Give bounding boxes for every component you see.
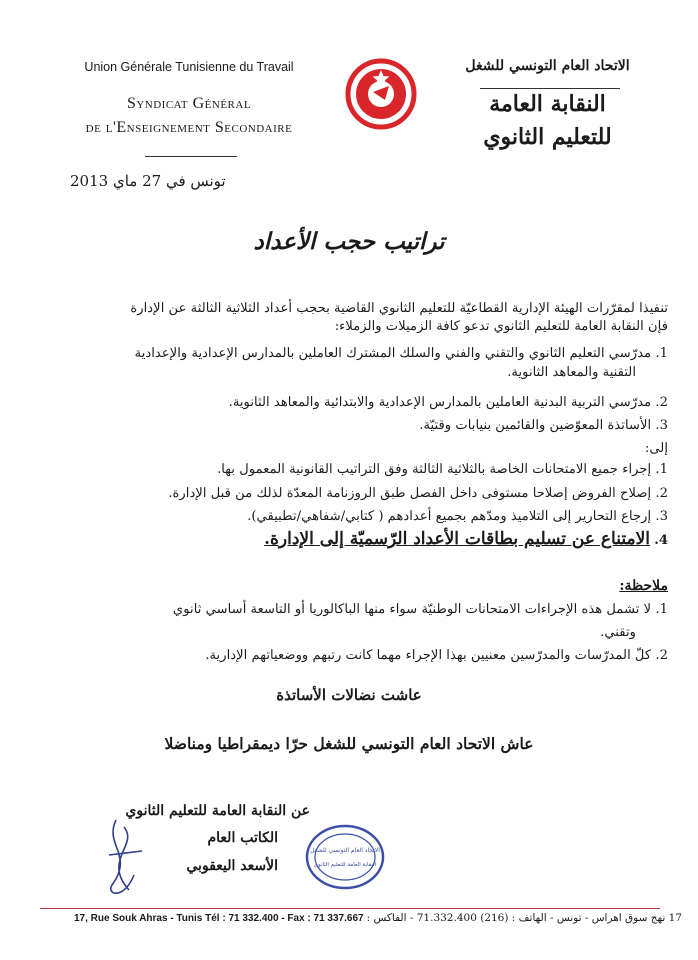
item-text: مدرّسي التربية البدنية العاملين بالمدارس الإعدادية والابتدائية والمعاهد الثانوية. bbox=[228, 395, 652, 410]
handwritten-signature-icon bbox=[94, 815, 154, 905]
note-label: ملاحظة: bbox=[619, 578, 668, 594]
item-text: إرجاع التحارير إلى التلاميذ ومدّهم بجميع أعدادهم ( كتابي/شفاهي/تطبيقي). bbox=[247, 509, 652, 524]
signature-line-3: الأسعد اليعقوبي bbox=[186, 858, 278, 874]
document-date: تونس في 27 ماي 2013 bbox=[70, 172, 226, 190]
item-text: الأساتذة المعوّضين والقائمين بنيابات وقتيّة. bbox=[419, 418, 652, 433]
official-stamp-icon bbox=[304, 822, 386, 892]
header-divider-ar bbox=[480, 88, 620, 89]
item-number: 2. bbox=[655, 395, 668, 410]
list-item bbox=[28, 600, 668, 619]
stamp-inner-text: النقابة العامة للتعليم الثانوي bbox=[313, 862, 377, 868]
list-item-cont: التقنية والمعاهد الثانوية. bbox=[507, 365, 636, 380]
item-text: مدرّسي التعليم الثانوي والتقني والفني والسلك المشترك العاملين بالمدارس الإعدادية والإعدادية bbox=[134, 346, 652, 361]
signature-line-1: عن النقابة العامة للتعليم الثانوي bbox=[125, 803, 310, 819]
item-number: 1. bbox=[655, 346, 668, 361]
item-number: 1. bbox=[655, 462, 668, 477]
footer-address-ar: 17 نهج سوق اهراس - تونس - الهاتف : (216) 71.332.400 - الفاكس : bbox=[366, 912, 682, 924]
header-union-fr: Union Générale Tunisienne du Travail bbox=[84, 60, 294, 74]
list-item bbox=[28, 416, 668, 435]
stamp-outer-text: الاتحاد العام التونسي للشغل bbox=[310, 847, 380, 854]
header-syndicat-fr-line1: Syndicat Général bbox=[126, 95, 252, 112]
ila-label: إلى: bbox=[644, 441, 668, 456]
header-divider bbox=[145, 156, 237, 157]
item-text: إصلاح الفروض إصلاحا مستوفى داخل الفصل طبق الروزنامة المعدّة لذلك من قبل الإدارة. bbox=[168, 486, 652, 501]
signature-line-2: الكاتب العام bbox=[207, 830, 278, 846]
item-text: كلّ المدرّسات والمدرّسين معنيين بهذا الإجراء مهما كانت رتبهم ووضعياتهم الإدارية. bbox=[205, 648, 652, 663]
item-number: 1. bbox=[655, 602, 668, 617]
item-text: الامتناع عن تسليم بطاقات الأعداد الرّسميّة إلى الإدارة. bbox=[264, 529, 651, 549]
list-item bbox=[28, 460, 668, 479]
list-item bbox=[28, 344, 668, 363]
slogan-teachers: عاشت نضالات الأساتذة bbox=[276, 686, 422, 704]
item-number: 2. bbox=[655, 486, 668, 501]
item-text: إجراء جميع الامتحانات الخاصة بالثلاثية الثالثة وفق التراتيب القانونية المعمول بها. bbox=[217, 462, 652, 477]
list-item bbox=[28, 393, 668, 412]
footer-rule bbox=[40, 908, 660, 909]
list-item-emphasis bbox=[28, 530, 668, 550]
item-number: 2. bbox=[655, 648, 668, 663]
header-syndicat-ar-line1: النقابة العامة bbox=[489, 91, 606, 117]
list-item bbox=[28, 507, 668, 526]
list-item bbox=[28, 484, 668, 503]
intro-line-1: تنفيذا لمقرّرات الهيئة الإدارية القطاعيّة للتعليم الثانوي القاضية بحجب أعداد الثلاثية الثالثة عن الإدارة bbox=[130, 301, 668, 316]
header-syndicat-ar-line2: للتعليم الثانوي bbox=[483, 124, 612, 150]
item-text: لا تشمل هذه الإجراءات الامتحانات الوطنيّة سواء منها الباكالوريا أو التاسعة أساسي ثانوي bbox=[172, 602, 652, 617]
footer-address-fr: 17, Rue Souk Ahras - Tunis Tél : 71 332.400 - Fax : 71 337.667 bbox=[74, 913, 364, 924]
header-union-ar: الاتحاد العام التونسي للشغل bbox=[465, 58, 630, 74]
ugtt-emblem-icon bbox=[345, 58, 417, 130]
intro-line-2: فإن النقابة العامة للتعليم الثانوي تدعو كافة الزميلات والزملاء: bbox=[334, 319, 668, 334]
list-item-cont: وتقني. bbox=[600, 625, 636, 640]
slogan-union: عاش الاتحاد العام التونسي للشغل حرّا ديمقراطيا ومناضلا bbox=[164, 734, 534, 753]
item-number: 4. bbox=[654, 533, 668, 548]
item-number: 3. bbox=[655, 418, 668, 433]
list-item bbox=[28, 646, 668, 665]
header-syndicat-fr-line2: de l'Enseignement Secondaire bbox=[85, 119, 293, 136]
document-title: تراتيب حجب الأعداد bbox=[253, 228, 445, 255]
item-number: 3. bbox=[655, 509, 668, 524]
